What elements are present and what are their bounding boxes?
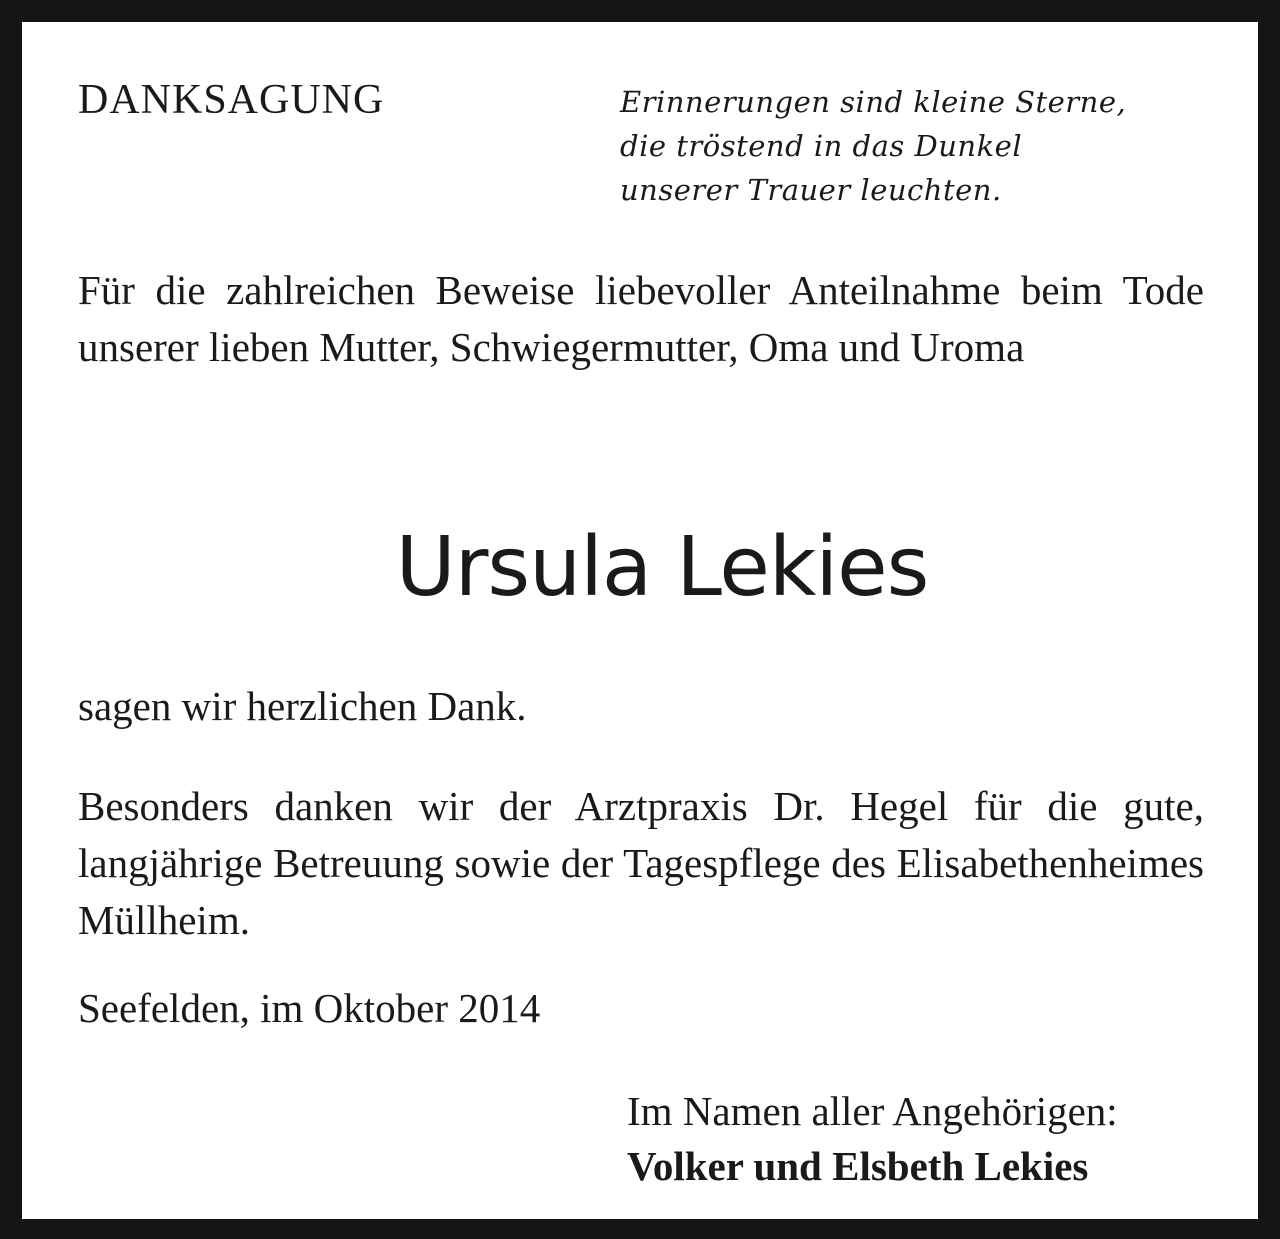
motto-line: Erinnerungen sind kleine Sterne,: [620, 85, 1127, 119]
motto-quote: [620, 80, 1240, 212]
motto-line: die tröstend in das Dunkel: [620, 129, 1023, 163]
motto-line: unserer Trauer leuchten.: [620, 173, 1002, 207]
signers: Volker und Elsbeth Lekies: [627, 1143, 1089, 1189]
closing-block: [627, 1084, 1118, 1194]
thanks-paragraph: sagen wir herzlichen Dank.: [78, 683, 527, 729]
special-thanks-paragraph: Besonders danken wir der Arztpraxis Dr. Hegel für die gute, langjährige Betreuung sowie der Tagespflege des Elisabethenheimes Müllheim.: [78, 783, 1204, 943]
notice-heading: DANKSAGUNG: [78, 77, 385, 123]
intro-paragraph: Für die zahlreichen Beweise liebevoller Anteilnahme beim Tode unserer lieben Mutter, Schwiegermutter, Oma und Uroma: [78, 267, 1204, 370]
deceased-name: Ursula Lekies: [395, 520, 929, 615]
closing-line: Im Namen aller Angehörigen:: [627, 1088, 1118, 1134]
place-date: Seefelden, im Oktober 2014: [78, 985, 541, 1031]
